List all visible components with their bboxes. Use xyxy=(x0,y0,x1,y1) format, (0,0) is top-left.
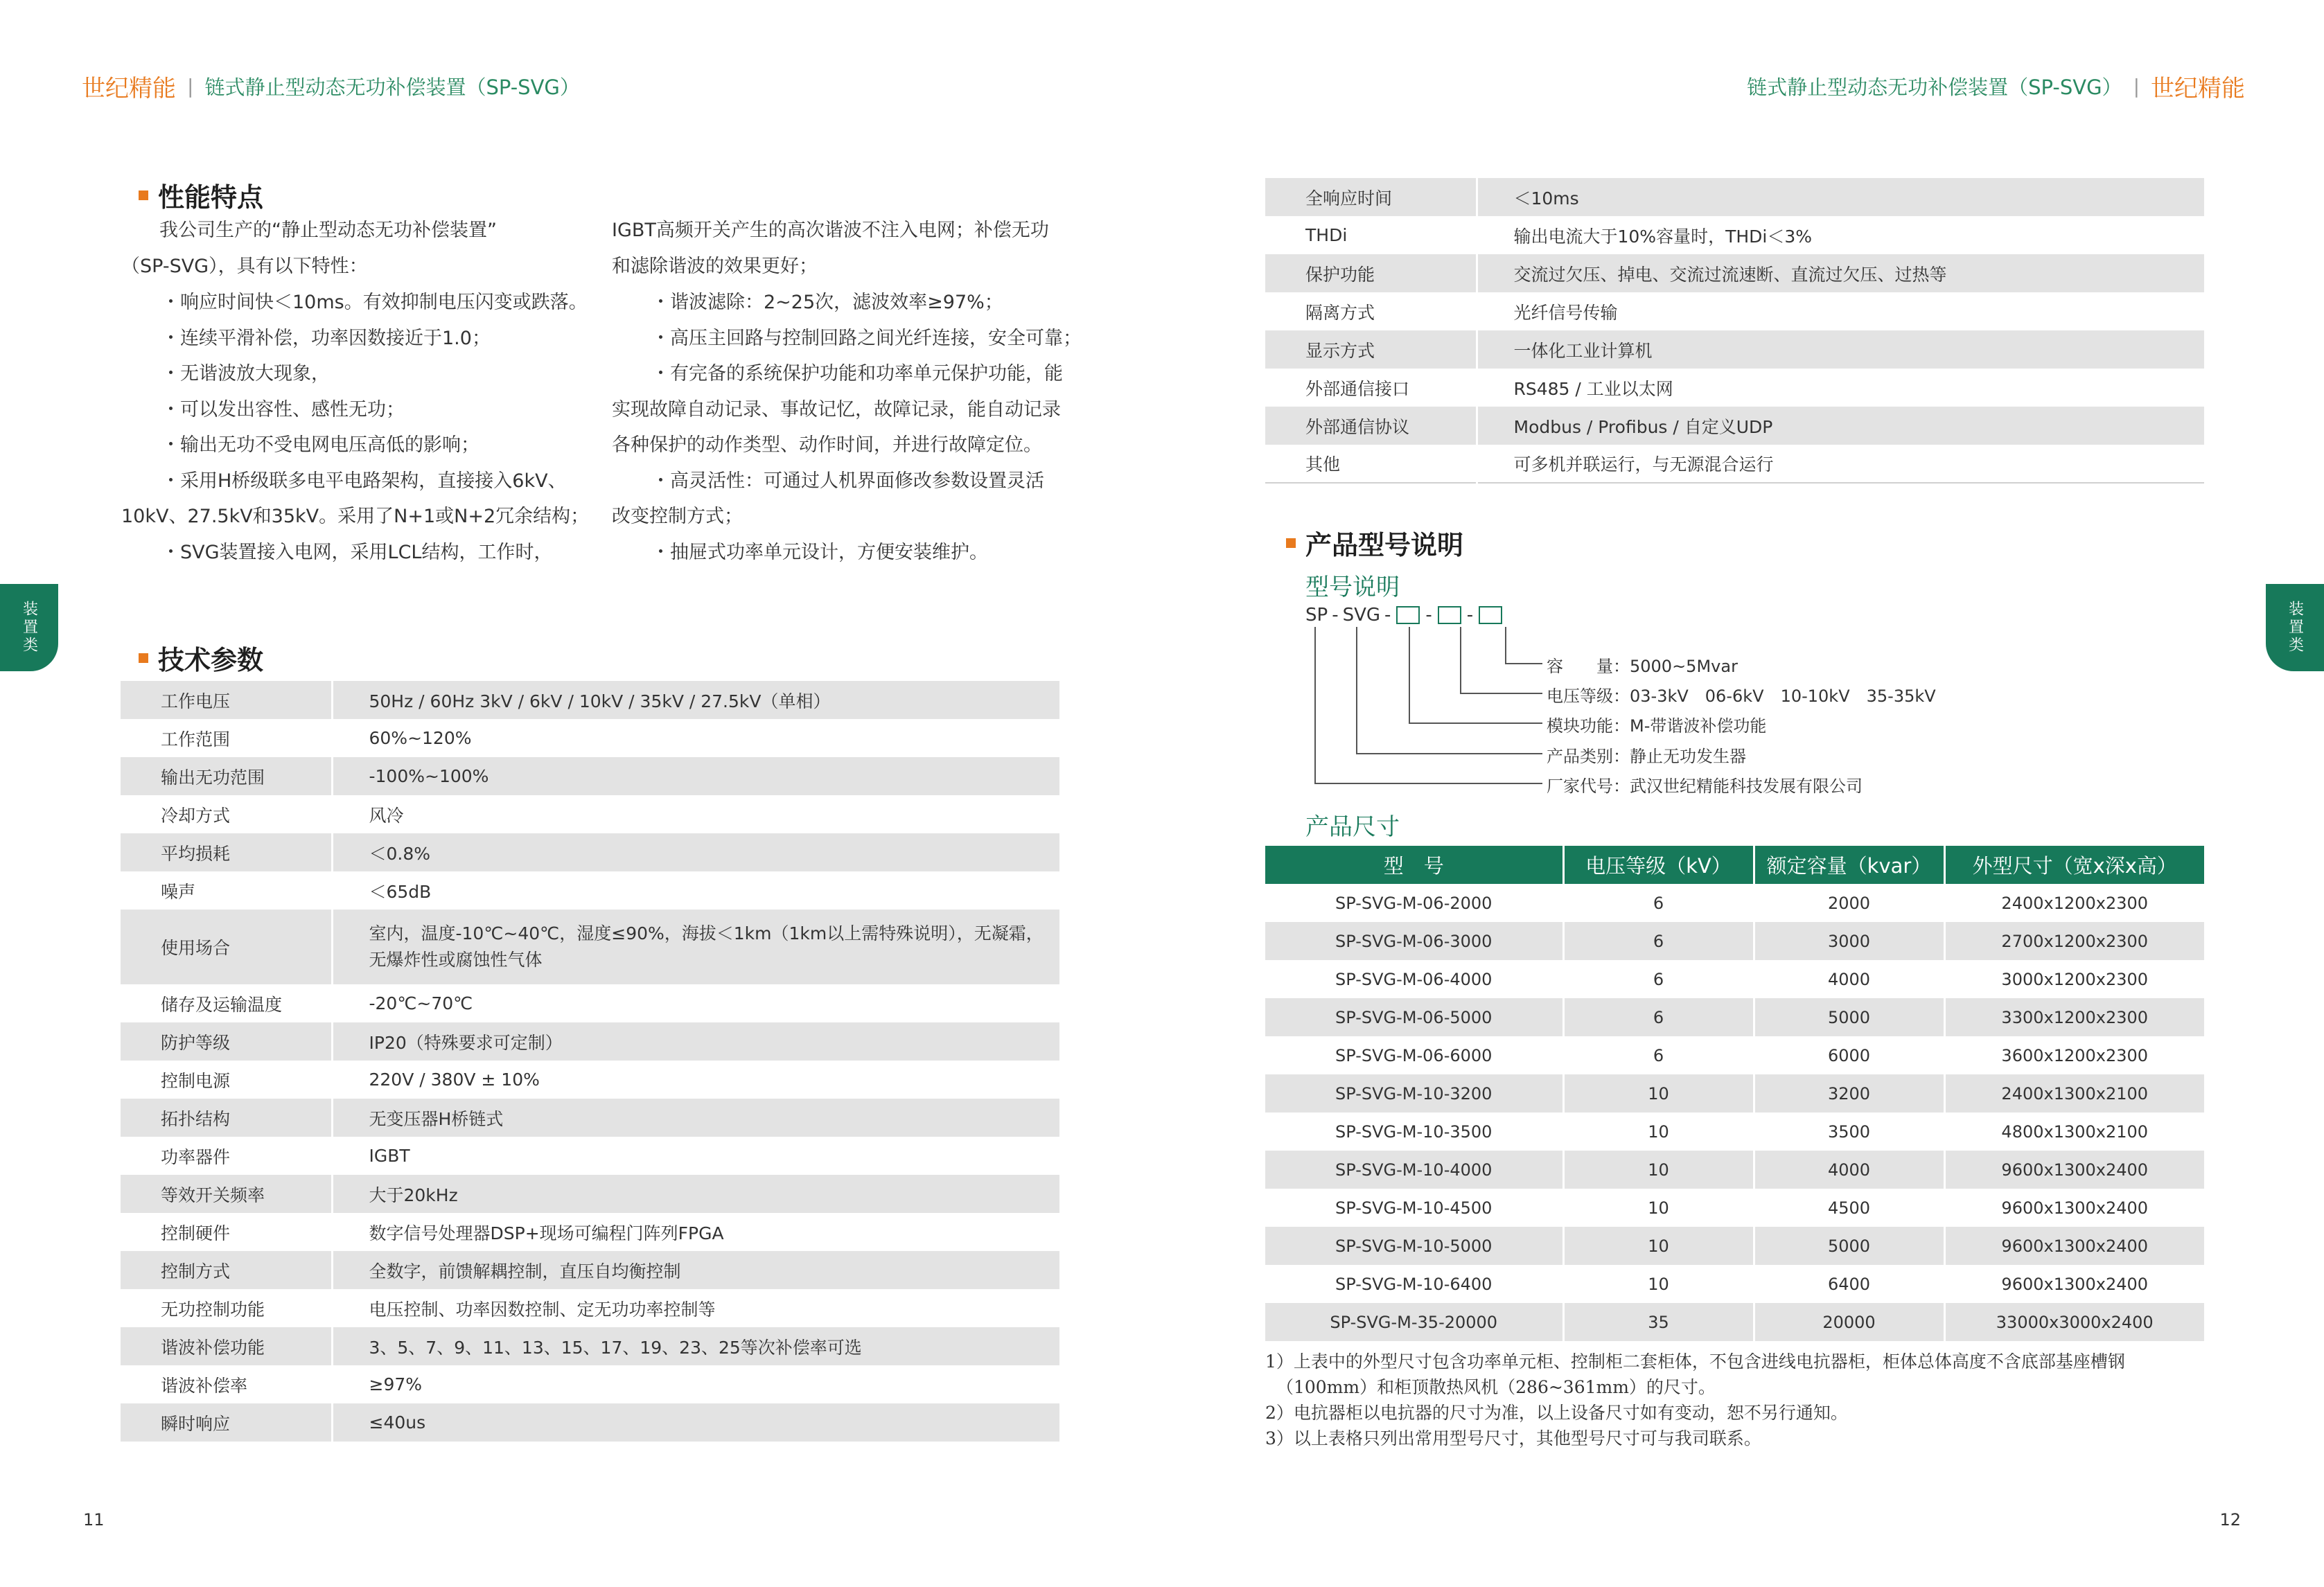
table-row xyxy=(1265,1189,2204,1227)
model-title-text: 产品型号说明 xyxy=(1305,530,1464,560)
table-row xyxy=(1265,1112,2204,1151)
voltage-cell: 10 xyxy=(1563,1151,1754,1189)
table-row xyxy=(1265,1227,2204,1265)
table-row xyxy=(1265,1074,2204,1112)
feature-item: ・输出无功不受电网电压高低的影响； xyxy=(161,434,479,456)
param-name: 全响应时间 xyxy=(1265,178,1477,216)
size-cell: 9600x1300x2400 xyxy=(1944,1265,2204,1303)
param-name: 等效开关频率 xyxy=(121,1175,332,1213)
model-cell: SP-SVG-M-06-2000 xyxy=(1335,893,1493,913)
brand-name: 世纪精能 xyxy=(82,75,176,103)
feature-item: ・谐波滤除：2~25次，滤波效率≥97%； xyxy=(651,292,1003,313)
feature-item: IGBT高频开关产生的高次谐波不注入电网；补偿无功 xyxy=(612,220,1049,241)
param-name: 隔离方式 xyxy=(1305,302,1375,323)
size-cell: 9600x1300x2400 xyxy=(1944,1227,2204,1265)
param-name: 储存及运输温度 xyxy=(161,994,283,1015)
param-name: 外部通信接口 xyxy=(1305,378,1410,399)
model-cell: SP-SVG-M-06-5000 xyxy=(1265,998,1563,1036)
param-value: 大于20kHz xyxy=(332,1175,1059,1213)
param-value-line: 无爆炸性或腐蚀性气体 xyxy=(369,950,543,970)
legend-capacity: 容 量：5000~5Mvar xyxy=(1547,657,1738,676)
param-value: 电压控制、功率因数控制、定无功功率控制等 xyxy=(332,1289,1059,1327)
model-cell: SP-SVG-M-10-3500 xyxy=(1335,1121,1493,1142)
size-cell: 9600x1300x2400 xyxy=(1944,1189,2204,1227)
voltage-cell: 10 xyxy=(1563,1189,1754,1227)
legend-vendor: 厂家代号：武汉世纪精能科技发展有限公司 xyxy=(1547,777,1863,796)
features-intro-1: 我公司生产的“静止型动态无功补偿装置” xyxy=(159,220,497,241)
size-cell: 2400x1200x2300 xyxy=(1944,884,2204,922)
feature-item: ・无谐波放大现象， xyxy=(161,363,330,384)
voltage-cell: 6 xyxy=(1563,922,1754,960)
tech-title-text: 技术参数 xyxy=(158,645,264,675)
param-value: IP20（特殊要求可定制） xyxy=(332,1022,1059,1061)
voltage-cell: 35 xyxy=(1563,1303,1754,1341)
model-cell: SP-SVG-M-10-4000 xyxy=(1265,1151,1563,1189)
capacity-cell: 4500 xyxy=(1754,1189,1944,1227)
table-row xyxy=(1265,1303,2204,1341)
feature-item: 实现故障自动记录、事故记忆，故障记录，能自动记录 xyxy=(612,399,1061,420)
capacity-cell: 4000 xyxy=(1754,960,1944,998)
param-value: RS485 / 工业以太网 xyxy=(1477,369,2204,407)
voltage-cell: 10 xyxy=(1563,1074,1754,1112)
model-cell: SP-SVG-M-06-3000 xyxy=(1265,922,1563,960)
param-value: 50Hz / 60Hz 3kV / 6kV / 10kV / 35kV / 27.5kV（单相） xyxy=(332,681,1059,719)
param-value: 交流过欠压、掉电、交流过流速断、直流过欠压、过热等 xyxy=(1477,254,2204,292)
code-segment: SVG xyxy=(1342,605,1381,626)
param-value: 风冷 xyxy=(332,795,1059,833)
capacity-cell: 5000 xyxy=(1754,998,1944,1036)
param-value: 输出电流大于10%容量时，THDi＜3% xyxy=(1477,216,2204,254)
code-dash: - xyxy=(1466,605,1474,626)
size-cell: 3300x1200x2300 xyxy=(1944,998,2204,1036)
feature-item: ・SVG装置接入电网，采用LCL结构，工作时， xyxy=(161,542,553,563)
param-value: 220V / 380V ± 10% xyxy=(332,1061,1059,1099)
param-value: 60%~120% xyxy=(332,719,1059,757)
brand-name: 世纪精能 xyxy=(2151,75,2245,103)
param-value: -20℃~70℃ xyxy=(332,984,1059,1022)
note-3: 3）以上表格只列出常用型号尺寸，其他型号尺寸可与我司联系。 xyxy=(1265,1428,1761,1448)
table-row xyxy=(1265,960,2204,998)
dimensions-table xyxy=(1265,846,2204,1341)
capacity-cell: 5000 xyxy=(1754,1227,1944,1265)
param-name: 保护功能 xyxy=(1265,254,1477,292)
param-name: 其他 xyxy=(1305,454,1341,475)
side-tab-left: 装置类 xyxy=(0,584,58,671)
param-name: 瞬时响应 xyxy=(121,1403,332,1442)
feature-item: ・采用H桥级联多电平电路架构，直接接入6kV、 xyxy=(161,470,567,492)
param-name: 外部通信协议 xyxy=(1265,407,1477,445)
model-subtitle: 型号说明 xyxy=(1305,574,1400,601)
param-value: 数字信号处理器DSP+现场可编程门阵列FPGA xyxy=(332,1213,1059,1251)
param-name: 谐波补偿功能 xyxy=(121,1327,332,1365)
header-separator: | xyxy=(2133,75,2140,98)
code-dash: - xyxy=(1332,605,1339,626)
feature-item: ・有完备的系统保护功能和功率单元保护功能，能 xyxy=(651,363,1063,384)
voltage-cell: 6 xyxy=(1563,960,1754,998)
param-name: 拓扑结构 xyxy=(121,1099,332,1137)
model-cell: SP-SVG-M-06-4000 xyxy=(1335,969,1493,989)
product-name: 链式静止型动态无功补偿装置（SP-SVG） xyxy=(1747,76,2122,99)
note-1-cont: （100mm）和柜顶散热风机（286~361mm）的尺寸。 xyxy=(1276,1377,1716,1397)
table-row xyxy=(1265,998,2204,1036)
table-row xyxy=(1265,922,2204,960)
table-row xyxy=(1265,1265,2204,1303)
header-separator: | xyxy=(187,75,194,98)
param-value: 光纤信号传输 xyxy=(1477,292,2204,330)
legend-module: 模块功能：M-带谐波补偿功能 xyxy=(1547,716,1767,736)
voltage-cell: 10 xyxy=(1563,1265,1754,1303)
param-name: 输出无功范围 xyxy=(121,757,332,795)
legend-voltage: 电压等级：03-3kV 06-6kV 10-10kV 35-35kV xyxy=(1547,686,1936,706)
param-name: THDi xyxy=(1305,225,1348,245)
code-dash: - xyxy=(1384,605,1391,626)
param-value: 无变压器H桥链式 xyxy=(332,1099,1059,1137)
size-cell: 3600x1200x2300 xyxy=(1944,1036,2204,1074)
size-cell: 2700x1200x2300 xyxy=(1944,922,2204,960)
param-name: 防护等级 xyxy=(121,1022,332,1061)
side-tab-right: 装置类 xyxy=(2266,584,2324,671)
param-value: 全数字，前馈解耦控制，直压自均衡控制 xyxy=(332,1251,1059,1289)
param-name: 控制方式 xyxy=(121,1251,332,1289)
param-value: ＜10ms xyxy=(1477,178,2204,216)
column-header: 型 号 xyxy=(1265,846,1563,884)
capacity-cell: 20000 xyxy=(1754,1303,1944,1341)
code-segment: SP xyxy=(1305,605,1328,626)
capacity-cell: 3500 xyxy=(1754,1112,1944,1151)
feature-item: ・高灵活性：可通过人机界面修改参数设置灵活 xyxy=(651,470,1044,492)
legend-category: 产品类别：静止无功发生器 xyxy=(1547,747,1746,766)
param-value: 3、5、7、9、11、13、15、17、19、23、25等次补偿率可选 xyxy=(332,1327,1059,1365)
param-value: ≤40us xyxy=(332,1403,1059,1442)
param-name: 功率器件 xyxy=(161,1146,231,1167)
capacity-cell: 3000 xyxy=(1754,922,1944,960)
voltage-cell: 6 xyxy=(1563,1036,1754,1074)
feature-item: ・可以发出容性、感性无功； xyxy=(161,399,405,420)
param-name: 谐波补偿率 xyxy=(161,1375,248,1396)
features-intro-2: （SP-SVG），具有以下特性： xyxy=(121,256,368,277)
voltage-cell: 6 xyxy=(1563,998,1754,1036)
size-cell: 33000x3000x2400 xyxy=(1944,1303,2204,1341)
param-name: 控制硬件 xyxy=(161,1223,231,1243)
param-value: Modbus / Profibus / 自定义UDP xyxy=(1477,407,2204,445)
features-title-text: 性能特点 xyxy=(158,182,264,213)
column-header: 额定容量（kvar） xyxy=(1754,846,1944,884)
feature-item: 改变控制方式； xyxy=(612,506,743,527)
param-name: 显示方式 xyxy=(1265,330,1477,369)
model-cell: SP-SVG-M-10-4500 xyxy=(1335,1198,1493,1218)
note-2: 2）电抗器柜以电抗器的尺寸为准，以上设备尺寸如有变动，恕不另行通知。 xyxy=(1265,1403,1848,1423)
param-value: IGBT xyxy=(332,1137,1059,1175)
size-cell: 2400x1300x2100 xyxy=(1944,1074,2204,1112)
param-name: 无功控制功能 xyxy=(161,1299,265,1320)
voltage-cell: 10 xyxy=(1563,1227,1754,1265)
table-row xyxy=(1265,1151,2204,1189)
param-value-line: 室内，温度-10℃~40℃，湿度≤90%，海拔＜1km（1km以上需特殊说明），无凝霜， xyxy=(369,923,1044,943)
param-value: ＜0.8% xyxy=(332,833,1059,871)
param-name: 冷却方式 xyxy=(161,805,231,826)
size-cell: 9600x1300x2400 xyxy=(1944,1151,2204,1189)
param-value: 一体化工业计算机 xyxy=(1477,330,2204,369)
voltage-cell: 6 xyxy=(1563,884,1754,922)
product-name: 链式静止型动态无功补偿装置（SP-SVG） xyxy=(204,76,580,99)
voltage-cell: 10 xyxy=(1563,1112,1754,1151)
table-header-row xyxy=(1265,846,2204,884)
param-value: ≥97% xyxy=(332,1365,1059,1403)
param-value: 可多机并联运行，与无源混合运行 xyxy=(1477,445,2204,483)
feature-item: ・响应时间快＜10ms。有效抑制电压闪变或跌落。 xyxy=(161,292,588,313)
feature-item: ・高压主回路与控制回路之间光纤连接，安全可靠； xyxy=(651,328,1082,349)
feature-item: ・抽屉式功率单元设计，方便安装维护。 xyxy=(651,542,988,563)
feature-item: ・连续平滑补偿，功率因数接近于1.0； xyxy=(161,328,491,349)
model-cell: SP-SVG-M-06-6000 xyxy=(1335,1045,1493,1065)
model-cell: SP-SVG-M-10-6400 xyxy=(1335,1274,1493,1294)
table-row xyxy=(1265,884,2204,922)
size-cell: 4800x1300x2100 xyxy=(1944,1112,2204,1151)
column-header: 外型尺寸（宽x深x高） xyxy=(1944,846,2204,884)
model-cell: SP-SVG-M-35-20000 xyxy=(1265,1303,1563,1341)
param-value: ＜65dB xyxy=(332,871,1059,910)
param-name: 平均损耗 xyxy=(121,833,332,871)
param-name: 噪声 xyxy=(161,881,196,902)
capacity-cell: 2000 xyxy=(1754,884,1944,922)
page-number-right: 12 xyxy=(2219,1510,2241,1530)
model-cell: SP-SVG-M-10-3200 xyxy=(1265,1074,1563,1112)
size-cell: 3000x1200x2300 xyxy=(1944,960,2204,998)
page-number-left: 11 xyxy=(83,1510,105,1530)
table-row xyxy=(1265,1036,2204,1074)
capacity-cell: 3200 xyxy=(1754,1074,1944,1112)
capacity-cell: 6000 xyxy=(1754,1036,1944,1074)
note-1: 1）上表中的外型尺寸包含功率单元柜、控制柜二套柜体，不包含进线电抗器柜，柜体总体高度不含底部基座槽钢 xyxy=(1265,1351,2125,1372)
param-name: 工作范围 xyxy=(161,729,231,750)
model-cell: SP-SVG-M-10-5000 xyxy=(1265,1227,1563,1265)
feature-item: 10kV、27.5kV和35kV。采用了N+1或N+2冗余结构； xyxy=(121,506,590,527)
column-header: 电压等级（kV） xyxy=(1563,846,1754,884)
param-name: 工作电压 xyxy=(121,681,332,719)
param-value: -100%~100% xyxy=(332,757,1059,795)
code-dash: - xyxy=(1425,605,1432,626)
param-name: 使用场合 xyxy=(121,910,332,984)
param-name: 控制电源 xyxy=(161,1070,231,1091)
dimensions-subtitle: 产品尺寸 xyxy=(1305,813,1400,841)
capacity-cell: 6400 xyxy=(1754,1265,1944,1303)
capacity-cell: 4000 xyxy=(1754,1151,1944,1189)
feature-item: 各种保护的动作类型、动作时间，并进行故障定位。 xyxy=(612,434,1042,456)
feature-item: 和滤除谐波的效果更好； xyxy=(612,256,818,277)
